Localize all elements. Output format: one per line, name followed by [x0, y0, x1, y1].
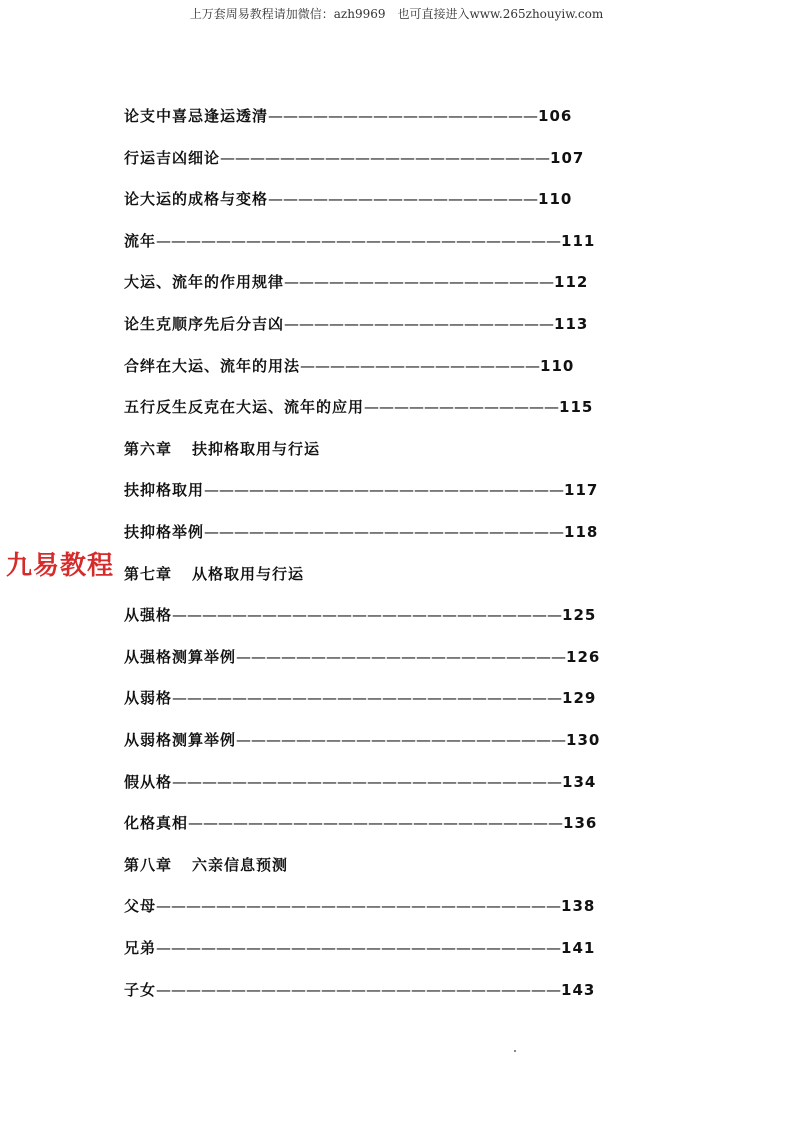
toc-page-number: 106: [538, 107, 573, 125]
toc-leader-dashes: ——————————————————————: [220, 148, 551, 167]
chapter-heading: [124, 853, 288, 877]
toc-entry: [124, 811, 597, 835]
toc-entry: [124, 520, 598, 544]
toc-page-number: 115: [559, 398, 594, 417]
chapter-number: 第六章: [124, 439, 173, 458]
toc-entry-title: 五行反生反克在大运、流年的应用: [124, 398, 365, 417]
chapter-heading: [124, 437, 320, 461]
toc-entry: [124, 645, 600, 669]
toc-page-number: 125: [562, 606, 597, 625]
toc-page-number: 126: [566, 647, 601, 666]
page-header-banner: 上万套周易教程请加微信：azh9969 也可直接进入www.265zhouyiw.com: [189, 7, 604, 21]
toc-leader-dashes: ——————————————————————: [236, 731, 567, 749]
toc-entry: [124, 478, 598, 502]
chapter-number: 第八章: [124, 855, 173, 874]
toc-page-number: 141: [561, 939, 596, 957]
chapter-title: 从格取用与行运: [192, 564, 305, 583]
toc-leader-dashes: ——————————————————————————: [172, 606, 563, 625]
chapter-number: 第七章: [124, 564, 173, 583]
toc-leader-dashes: ——————————————————: [284, 273, 555, 292]
toc-entry: [124, 686, 596, 710]
toc-entry-title: 流年: [124, 231, 157, 250]
toc-leader-dashes: —————————————: [364, 398, 560, 417]
toc-page-number: 118: [564, 523, 599, 541]
toc-page-number: 107: [550, 148, 585, 167]
toc-leader-dashes: ——————————————————: [284, 315, 555, 333]
toc-leader-dashes: ——————————————————: [268, 190, 539, 209]
toc-entry: [124, 728, 600, 752]
toc-page-number: 110: [540, 356, 575, 375]
toc-leader-dashes: ——————————————————————: [236, 647, 567, 666]
toc-entry-title: 兄弟: [124, 939, 157, 957]
toc-entry-title: 论支中喜忌逢运透清: [124, 107, 269, 125]
toc-entry: [124, 770, 596, 794]
scan-speck: [514, 1050, 516, 1052]
chapter-title: 六亲信息预测: [192, 855, 289, 874]
toc-page-number: 143: [561, 980, 596, 999]
toc-leader-dashes: ————————————————: [300, 356, 541, 375]
toc-leader-dashes: —————————————————————————: [188, 814, 564, 833]
chapter-heading: [124, 562, 304, 586]
toc-page-number: 134: [562, 772, 597, 791]
toc-entry: [124, 978, 595, 1002]
toc-page-number: 136: [563, 814, 598, 833]
toc-entry: [124, 312, 588, 336]
toc-entry-title: 从弱格测算举例: [124, 731, 237, 749]
toc-entry-title: 化格真相: [124, 814, 189, 833]
toc-entry: [124, 229, 595, 253]
chapter-title: 扶抑格取用与行运: [192, 439, 321, 458]
toc-page-number: 117: [564, 481, 599, 500]
toc-entry: [124, 894, 595, 918]
toc-leader-dashes: ——————————————————: [268, 107, 539, 125]
toc-page-number: 110: [538, 190, 573, 209]
toc-entry: [124, 936, 595, 960]
toc-entry-title: 从强格: [124, 606, 173, 625]
toc-leader-dashes: ———————————————————————————: [156, 231, 562, 250]
toc-entry-title: 论大运的成格与变格: [124, 190, 269, 209]
toc-entry-title: 父母: [124, 897, 157, 916]
toc-entry-title: 论生克顺序先后分吉凶: [124, 315, 285, 333]
toc-entry-title: 行运吉凶细论: [124, 148, 221, 167]
toc-entry-title: 从弱格: [124, 689, 173, 708]
toc-page-number: 130: [566, 731, 601, 749]
toc-page-number: 113: [554, 315, 589, 333]
toc-page-number: 112: [554, 273, 589, 292]
toc-leader-dashes: ——————————————————————————: [172, 772, 563, 791]
toc-entry-title: 假从格: [124, 772, 173, 791]
toc-leader-dashes: ————————————————————————: [204, 523, 565, 541]
toc-entry-title: 扶抑格举例: [124, 523, 205, 541]
toc-entry: [124, 354, 574, 378]
toc-leader-dashes: ——————————————————————————: [172, 689, 563, 708]
toc-entry: [124, 395, 593, 419]
toc-page-number: 138: [561, 897, 596, 916]
toc-page-number: 111: [561, 231, 596, 250]
toc-entry: [124, 104, 572, 128]
toc-leader-dashes: ———————————————————————————: [156, 939, 562, 957]
toc-leader-dashes: ———————————————————————————: [156, 980, 562, 999]
watermark-logo: 九易教程: [6, 551, 115, 581]
toc-entry-title: 扶抑格取用: [124, 481, 205, 500]
toc-entry: [124, 146, 584, 170]
toc-entry-title: 子女: [124, 980, 157, 999]
toc-entry: [124, 270, 588, 294]
toc-leader-dashes: ————————————————————————: [204, 481, 565, 500]
toc-entry-title: 合绊在大运、流年的用法: [124, 356, 301, 375]
toc-entry: [124, 603, 596, 627]
toc-page-number: 129: [562, 689, 597, 708]
toc-entry-title: 从强格测算举例: [124, 647, 237, 666]
toc-entry: [124, 187, 572, 211]
toc-entry-title: 大运、流年的作用规律: [124, 273, 285, 292]
toc-leader-dashes: ———————————————————————————: [156, 897, 562, 916]
